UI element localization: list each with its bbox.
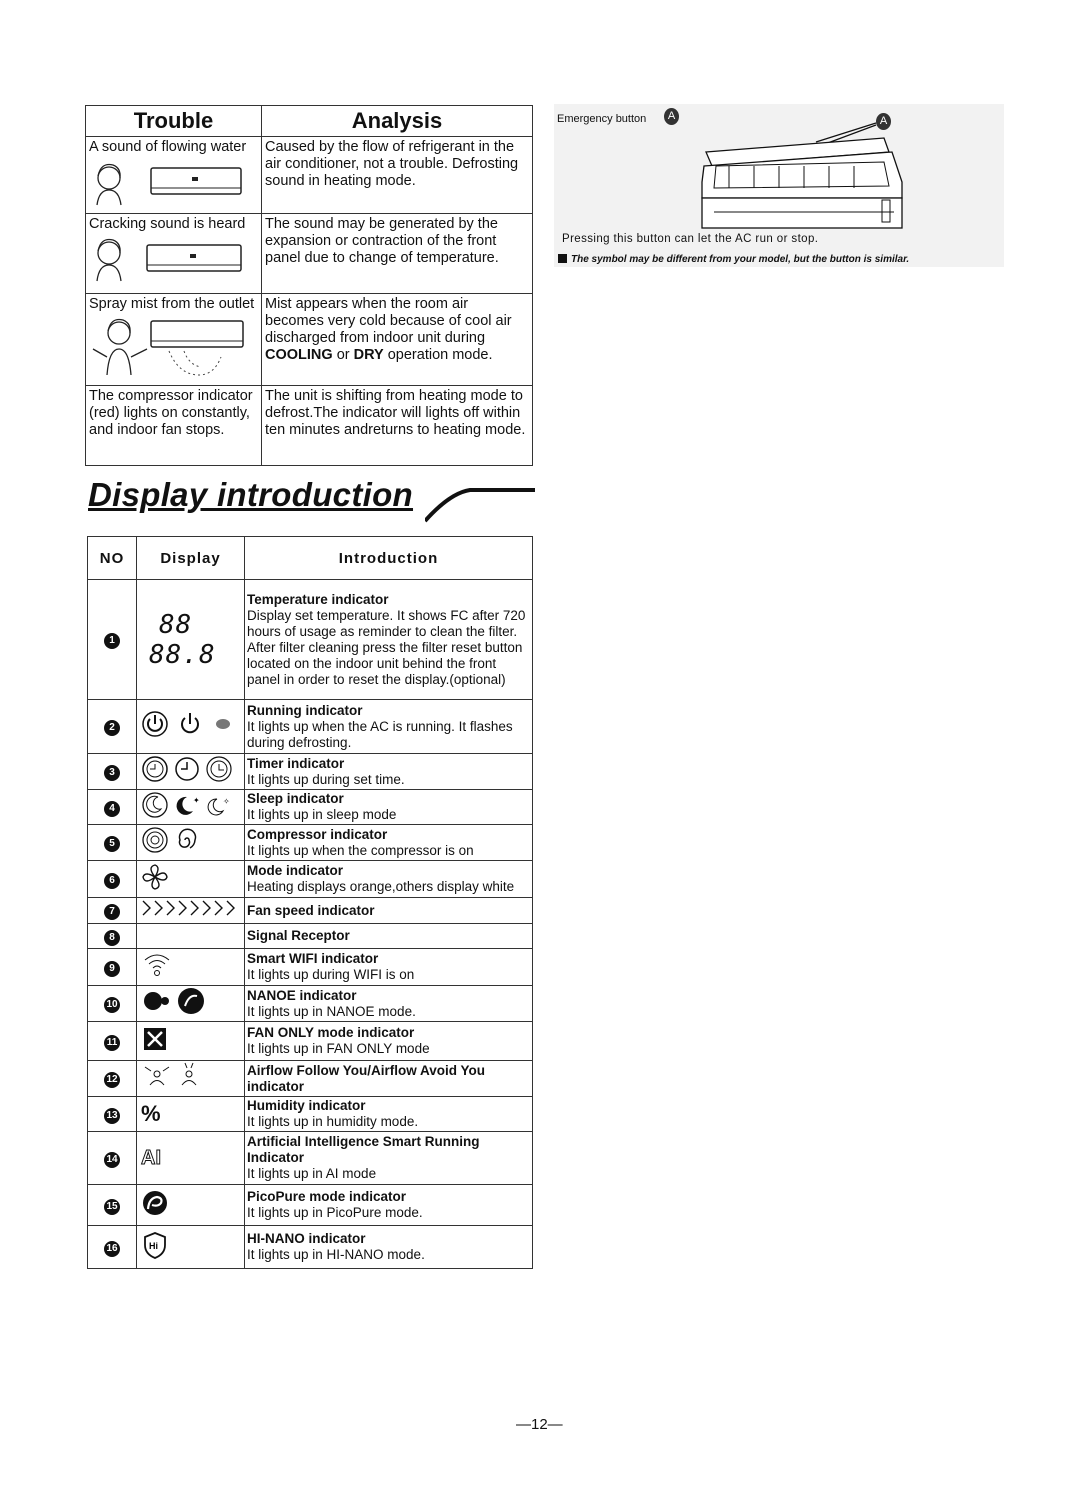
table-row	[86, 137, 533, 214]
table-row	[88, 1226, 533, 1269]
table-row	[88, 754, 533, 790]
indicator-title: Humidity indicator	[247, 1098, 366, 1113]
temperature-digits	[137, 580, 245, 700]
indicator-title: Fan speed indicator	[247, 902, 375, 918]
page-number: —12—	[516, 1416, 563, 1433]
svg-text:✧: ✧	[223, 796, 230, 806]
trouble-text: Cracking sound is heard	[89, 216, 246, 232]
trouble-text: Spray mist from the outlet	[89, 296, 255, 312]
table-row	[88, 949, 533, 986]
table-row	[88, 924, 533, 949]
table-row	[88, 825, 533, 861]
timer-icon	[141, 755, 241, 783]
trouble-cell: The compressor indicator (red) lights on constantly, and indoor fan stops.	[86, 386, 262, 466]
row-number: 5	[104, 836, 120, 852]
indicator-title: Airflow Follow You/Airflow Avoid You indicator	[247, 1062, 485, 1094]
row-number: 16	[104, 1241, 120, 1257]
empty-display-cell	[137, 924, 245, 949]
analysis-text-or: or	[332, 347, 354, 363]
digits-3: 88.8	[149, 639, 216, 670]
indicator-title: Signal Receptor	[247, 928, 350, 943]
airflow-person-icon	[141, 1061, 241, 1091]
table-row	[88, 986, 533, 1022]
trouble-cell	[86, 214, 262, 294]
trouble-header: Trouble	[86, 106, 262, 137]
table-row	[88, 700, 533, 754]
trouble-table	[85, 105, 533, 466]
indicator-title: FAN ONLY mode indicator	[247, 1025, 415, 1040]
trouble-cell	[86, 137, 262, 214]
person-listening-icon	[89, 237, 249, 285]
table-row	[88, 1022, 533, 1061]
indicator-text: It lights up during set time.	[247, 771, 405, 787]
table-row	[88, 580, 533, 700]
indicator-text: It lights up in PicoPure mode.	[247, 1205, 423, 1220]
indicator-title: Smart WIFI indicator	[247, 951, 379, 966]
indicator-text: It lights up when the AC is running. It flashes during defrosting.	[247, 718, 513, 750]
section-heading: Display introduction	[88, 476, 414, 513]
indicator-text: It lights up in sleep mode	[247, 807, 397, 822]
table-row	[86, 214, 533, 294]
compressor-icon	[141, 826, 241, 854]
table-row	[88, 861, 533, 898]
indoor-unit-illustration	[554, 104, 1004, 232]
row-number: 1	[104, 633, 120, 649]
indicator-text: Heating displays orange,others display white	[247, 879, 515, 894]
indicator-title: Mode indicator	[247, 863, 344, 878]
note-text: The symbol may be different from your model, but the button is similar.	[571, 254, 910, 265]
analysis-cell: Caused by the flow of refrigerant in the air conditioner, not a trouble. Defrosting sound in heating mode.	[262, 137, 533, 214]
emergency-label: Emergency button	[557, 113, 647, 125]
indicator-title: Artificial Intelligence Smart Running Indicator	[247, 1134, 480, 1165]
row-number: 3	[104, 765, 120, 781]
nanoe-icon	[141, 986, 241, 1016]
power-icon	[141, 709, 241, 739]
analysis-text-end: operation mode.	[383, 347, 493, 363]
table-row	[88, 790, 533, 825]
emergency-button-panel	[554, 104, 1004, 267]
table-row	[86, 386, 533, 466]
indicator-text: It lights up during WIFI is on	[247, 967, 415, 982]
hi-nano-symbol: Hi	[149, 1240, 158, 1251]
indicator-text: It lights up in NANOE mode.	[247, 1003, 416, 1019]
humidity-icon: %	[141, 1101, 161, 1126]
indicator-title: NANOE indicator	[247, 987, 357, 1003]
indicator-text: It lights up in humidity mode.	[247, 1114, 419, 1129]
row-number: 2	[104, 720, 120, 736]
analysis-header: Analysis	[262, 106, 533, 137]
indicator-title: Temperature indicator	[247, 591, 389, 607]
indicator-text: It lights up in HI-NANO mode.	[247, 1247, 425, 1262]
intro-header: Introduction	[245, 537, 533, 580]
sleep-moon-icon	[141, 791, 241, 819]
table-row	[88, 1097, 533, 1132]
display-header: Display	[137, 537, 245, 580]
indicator-title: Running indicator	[247, 702, 363, 718]
row-number: 13	[104, 1108, 120, 1124]
no-header: NO	[88, 537, 137, 580]
indicator-text: Display set temperature. It shows FC after 720 hours of usage as reminder to clean the filter. After filter cleaning press the filter reset button located on the indoor unit behind the front panel in order to reset the display.(optional)	[247, 607, 526, 687]
svg-text:✦: ✦	[193, 795, 200, 805]
trouble-text: A sound of flowing water	[89, 139, 247, 155]
table-row	[88, 1061, 533, 1097]
note-icon	[558, 254, 567, 263]
analysis-cell: The sound may be generated by the expansion or contraction of the front panel due to change of temperature.	[262, 214, 533, 294]
row-number: 12	[104, 1072, 120, 1088]
person-listening-icon	[89, 160, 249, 210]
row-number: 7	[104, 904, 120, 920]
ai-icon: AI	[141, 1146, 161, 1169]
display-table	[87, 536, 533, 1269]
table-row	[88, 898, 533, 924]
row-number: 11	[104, 1035, 120, 1051]
analysis-text: Mist appears when the room air becomes very cold because of cool air discharged from indoor unit during	[265, 296, 512, 346]
row-number: 15	[104, 1199, 120, 1215]
person-mist-icon	[89, 317, 254, 379]
indicator-title: HI-NANO indicator	[247, 1231, 366, 1246]
row-number: 14	[104, 1152, 120, 1168]
row-number: 9	[104, 961, 120, 977]
digits-2: 88	[159, 609, 193, 640]
badge-a: A	[876, 113, 891, 130]
row-number: 6	[104, 873, 120, 889]
table-row	[88, 1185, 533, 1226]
indicator-title: Timer indicator	[247, 755, 345, 771]
cooling-mode-text: COOLING	[265, 347, 333, 363]
row-number: 10	[104, 997, 120, 1013]
indicator-title: PicoPure mode indicator	[247, 1189, 407, 1204]
indicator-text: It lights up in AI mode	[247, 1166, 377, 1181]
badge-a: A	[664, 108, 679, 125]
picopure-icon	[141, 1188, 241, 1218]
analysis-cell: The unit is shifting from heating mode to defrost.The indicator will lights off within ten minutes andreturns to heating mode.	[262, 386, 533, 466]
table-row	[88, 1132, 533, 1185]
indicator-title: Sleep indicator	[247, 791, 344, 806]
table-row	[86, 294, 533, 386]
hi-nano-shield-icon	[141, 1230, 241, 1260]
indicator-title: Compressor indicator	[247, 826, 388, 842]
emergency-note	[558, 254, 909, 265]
row-number: 4	[104, 801, 120, 817]
trouble-cell	[86, 294, 262, 386]
analysis-cell	[262, 294, 533, 386]
fan-mode-icon	[141, 862, 241, 892]
dry-mode-text: DRY	[353, 347, 384, 363]
emergency-description: Pressing this button can let the AC run or stop.	[562, 233, 819, 245]
row-number: 8	[104, 930, 120, 946]
wifi-icon	[141, 950, 241, 980]
fan-speed-chevrons-icon	[141, 898, 241, 918]
fan-only-icon	[141, 1024, 241, 1054]
indicator-text: It lights up in FAN ONLY mode	[247, 1041, 430, 1056]
indicator-text: It lights up when the compressor is on	[247, 842, 474, 858]
heading-swoosh-decoration	[425, 487, 535, 523]
